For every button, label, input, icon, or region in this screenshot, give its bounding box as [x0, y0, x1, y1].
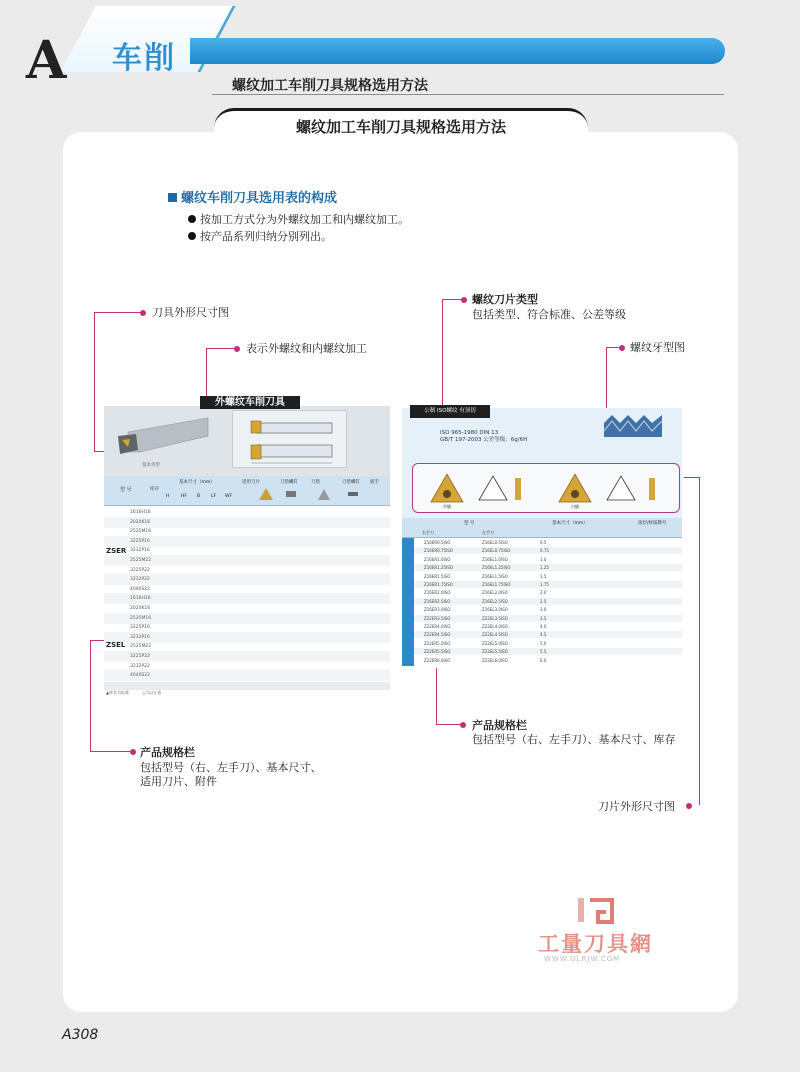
section-heading [168, 187, 337, 206]
col-stock: 库存 [150, 487, 159, 492]
callout-line [442, 299, 443, 407]
callout-dot [460, 722, 466, 728]
callout-insert-shape: 刀片外形尺寸图 [598, 800, 675, 813]
callout-line [699, 477, 700, 805]
table-row [414, 573, 682, 580]
page-subtitle: 螺纹加工车削刀具规格选用方法 [232, 78, 428, 94]
row-model: 3232P16 [130, 548, 150, 554]
col-right-hand: 右手刀 [422, 530, 434, 535]
table-row [104, 670, 390, 681]
tool-table-banner: 外螺纹车削刀具 [200, 396, 300, 409]
row-pitch: 6.0 [540, 657, 547, 663]
table-row [414, 564, 682, 571]
row-left-model: Z22EL3.5ISO [482, 615, 508, 621]
section-heading-text: 螺纹车削刀具选用表的构成 [181, 191, 338, 206]
row-pitch: 4.0 [540, 624, 547, 629]
row-pitch: 1.75 [540, 582, 549, 587]
row-left-model: Z22EL5.5ISO [482, 649, 508, 655]
row-left-model: Z16EL1.0ISO [482, 556, 508, 562]
insert-left-label: 外螺 [443, 504, 451, 509]
col-model: 型 号 [120, 487, 132, 493]
callout-ext-int: 表示外螺纹和内螺纹加工 [246, 342, 367, 355]
callout-line [206, 348, 207, 398]
accessory-icons [254, 486, 364, 502]
callout-dot [130, 749, 136, 755]
callout-dot [461, 297, 467, 303]
insert-table-header [402, 518, 682, 538]
row-model: 2525M16 [130, 529, 152, 535]
bullet-text: 按加工方式分为外螺纹加工和内螺纹加工。 [200, 213, 409, 226]
callout-insert-type-title: 螺纹刀片类型 [472, 293, 538, 306]
iso-line-1: ISO 965-1980 DIN 13 [440, 430, 499, 436]
row-model: 3232P22 [130, 577, 150, 583]
callout-dot [140, 310, 146, 316]
row-model: 4040S22 [130, 673, 151, 679]
col-dims-r: 基本尺寸（mm） [552, 521, 588, 526]
chapter-title: 车削 [112, 41, 176, 76]
col-screw: 刀垫 [311, 480, 320, 485]
row-left-model: Z16EL0.5ISO [482, 540, 508, 545]
callout-line [442, 299, 462, 300]
callout-tool-shape: 刀具外形尺寸图 [152, 306, 229, 319]
table-row [414, 556, 682, 563]
row-left-model: Z16EL1.5ISO [482, 573, 508, 579]
row-right-model: Z16ER0.75ISO [424, 548, 453, 554]
type-label-zser: ZSER [106, 547, 127, 555]
tool-dimension-sketch [232, 410, 347, 468]
callout-line [90, 640, 104, 641]
table-row [414, 598, 682, 605]
row-left-model: Z22EL4.0ISO [482, 624, 508, 629]
row-right-model: Z16ER1.0ISO [424, 556, 451, 562]
callout-line [684, 477, 700, 478]
insert-right-label: 内螺 [571, 504, 579, 509]
watermark-text: 工量刀具網 [538, 932, 653, 956]
iso-line-2: GB/T 197-2003 公差等级：6g/6H [440, 437, 528, 443]
callout-spec-right-desc: 包括型号（右、左手刀）、基本尺寸、库存 [472, 733, 676, 746]
row-model: 1616H16 [130, 510, 151, 515]
row-left-model: Z16EL1.75ISO [482, 582, 511, 587]
row-model: 3225P22 [130, 567, 150, 573]
col-shim: 刀垫螺钉 [280, 480, 298, 485]
watermark-url: WWW.GLRJW.COM [544, 955, 621, 963]
row-model: 3225P22 [130, 654, 150, 659]
row-right-model: Z16ER1.5ISO [424, 573, 451, 579]
row-right-model: Z22ER4.0ISO [424, 624, 451, 629]
row-model: 2525M22 [130, 644, 152, 650]
row-right-model: Z22ER5.0ISO [424, 640, 451, 646]
row-pitch: 3.5 [540, 615, 547, 621]
table-row [414, 623, 682, 630]
row-left-model: Z16EL0.75ISO [482, 548, 511, 554]
row-model: 3225P16 [130, 538, 150, 544]
row-pitch: 1.0 [540, 556, 547, 562]
footnote-a: ▲库存为标准 [106, 690, 130, 695]
row-left-model: Z16EL3.0ISO [482, 607, 508, 613]
row-pitch: 2.0 [540, 590, 547, 596]
table-row [414, 648, 682, 655]
callout-line [94, 312, 142, 313]
col-grade: 涂层/材质牌号 [638, 521, 667, 526]
row-pitch: 5.0 [540, 640, 547, 646]
callout-insert-type-desc: 包括类型、符合标准、公差等级 [472, 308, 626, 321]
row-left-model: Z16EL1.25ISO [482, 565, 511, 571]
callout-line [94, 312, 95, 452]
thread-profile-icon [604, 413, 662, 437]
footnote-b: △可以订货 [142, 690, 162, 695]
row-right-model: Z16ER2.5ISO [424, 598, 451, 604]
row-pitch: 2.5 [540, 598, 547, 604]
col-hf: HF [181, 494, 187, 499]
table-row [414, 631, 682, 638]
insert-table-banner: 公制 ISO螺纹 有顶切 [410, 405, 490, 418]
row-pitch: 0.75 [540, 548, 549, 554]
table-row [414, 539, 682, 546]
col-insert: 适用刀片 [242, 480, 260, 485]
row-pitch: 1.5 [540, 573, 547, 579]
row-model: 3232P16 [130, 634, 150, 640]
row-pitch: 5.5 [540, 649, 547, 655]
row-left-model: Z16EL2.0ISO [482, 590, 508, 596]
watermark-logo-icon [576, 896, 616, 926]
callout-line [436, 724, 462, 725]
row-model: 3232P22 [130, 663, 150, 669]
chapter-letter: A [26, 30, 67, 91]
col-lf: LF [211, 494, 217, 499]
callout-dot [619, 345, 625, 351]
subtitle-divider [212, 94, 724, 95]
row-right-model: Z22ER6.0ISO [424, 657, 451, 663]
row-model: 2525M22 [130, 558, 152, 563]
row-right-model: Z16ER0.5ISO [424, 540, 451, 545]
callout-line [90, 751, 132, 752]
row-right-model: Z16ER1.25ISO [424, 565, 453, 571]
col-h: H [166, 494, 170, 499]
sketch-caption: 基本外形 [142, 463, 160, 468]
row-model: 4040S22 [130, 586, 151, 592]
insert-shapes-icon [413, 464, 679, 512]
col-wrench: 扳手 [370, 480, 379, 485]
tool-table-header [104, 476, 390, 506]
header-blue-bar [190, 38, 725, 64]
table-row [414, 581, 682, 588]
callout-spec-left-desc2: 适用刀片、附件 [140, 775, 217, 788]
insert-shape-box [412, 463, 680, 513]
row-model: 2020K16 [130, 519, 151, 525]
row-right-model: Z16ER1.75ISO [424, 582, 453, 587]
table-row [414, 606, 682, 613]
callout-thread-profile: 螺纹牙型图 [630, 341, 685, 354]
row-model: 2020K16 [130, 606, 151, 611]
row-left-model: Z22EL5.0ISO [482, 640, 508, 646]
callout-line [606, 347, 607, 413]
row-right-model: Z22ER5.5ISO [424, 649, 451, 655]
bullet-item [188, 211, 409, 227]
row-pitch: 4.5 [540, 632, 547, 638]
table-row [414, 615, 682, 622]
page-number: A308 [62, 1027, 99, 1043]
row-pitch: 1.25 [540, 565, 549, 571]
callout-line [436, 668, 437, 725]
callout-line [606, 347, 620, 348]
callout-spec-left-title: 产品规格栏 [140, 746, 195, 759]
col-dims: 基本尺寸（mm） [179, 480, 215, 485]
col-wf: WF [225, 494, 233, 499]
row-pitch: 3.0 [540, 607, 547, 613]
callout-dot [234, 346, 240, 352]
row-model: 1616H16 [130, 596, 151, 602]
table-row [414, 547, 682, 554]
callout-dot [686, 803, 692, 809]
bullet-dot-icon [188, 215, 196, 223]
callout-spec-left-desc1: 包括型号（右、左手刀）、基本尺寸、 [140, 761, 322, 774]
col-b: B [197, 494, 201, 499]
callout-spec-right-title: 产品规格栏 [472, 719, 527, 732]
bullet-item [188, 228, 332, 244]
tool-sketch-icon [233, 411, 348, 469]
type-label-zsel: ZSEL [106, 641, 126, 649]
row-right-model: Z22ER3.5ISO [424, 615, 451, 621]
row-model: 2525M16 [130, 615, 152, 621]
row-left-model: Z22EL4.5ISO [482, 632, 508, 638]
card-title: 螺纹加工车削刀具规格选用方法 [295, 118, 506, 136]
row-right-model: Z22ER4.5ISO [424, 632, 451, 638]
table-row [414, 589, 682, 596]
col-clamp: 刀垫螺钉 [342, 480, 360, 485]
iso-standard [440, 430, 527, 444]
row-left-model: Z22EL6.0ISO [482, 657, 508, 663]
row-right-model: Z16ER2.0ISO [424, 590, 451, 596]
callout-line [90, 640, 91, 752]
table-row [414, 657, 682, 664]
bullet-text: 按产品系列归纳分别列出。 [200, 230, 332, 243]
row-left-model: Z16EL2.5ISO [482, 598, 508, 604]
table-row [414, 640, 682, 647]
row-right-model: Z16ER3.0ISO [424, 607, 451, 613]
col-model-r: 型 号 [464, 521, 475, 526]
row-model: 3225P16 [130, 625, 150, 631]
square-bullet-icon [168, 193, 177, 202]
col-left-hand: 左手刀 [482, 530, 494, 535]
insert-table-side-band [402, 538, 414, 666]
row-pitch: 0.5 [540, 540, 547, 545]
tool-holder-photo [110, 412, 210, 457]
bullet-dot-icon [188, 232, 196, 240]
callout-line [206, 348, 236, 349]
